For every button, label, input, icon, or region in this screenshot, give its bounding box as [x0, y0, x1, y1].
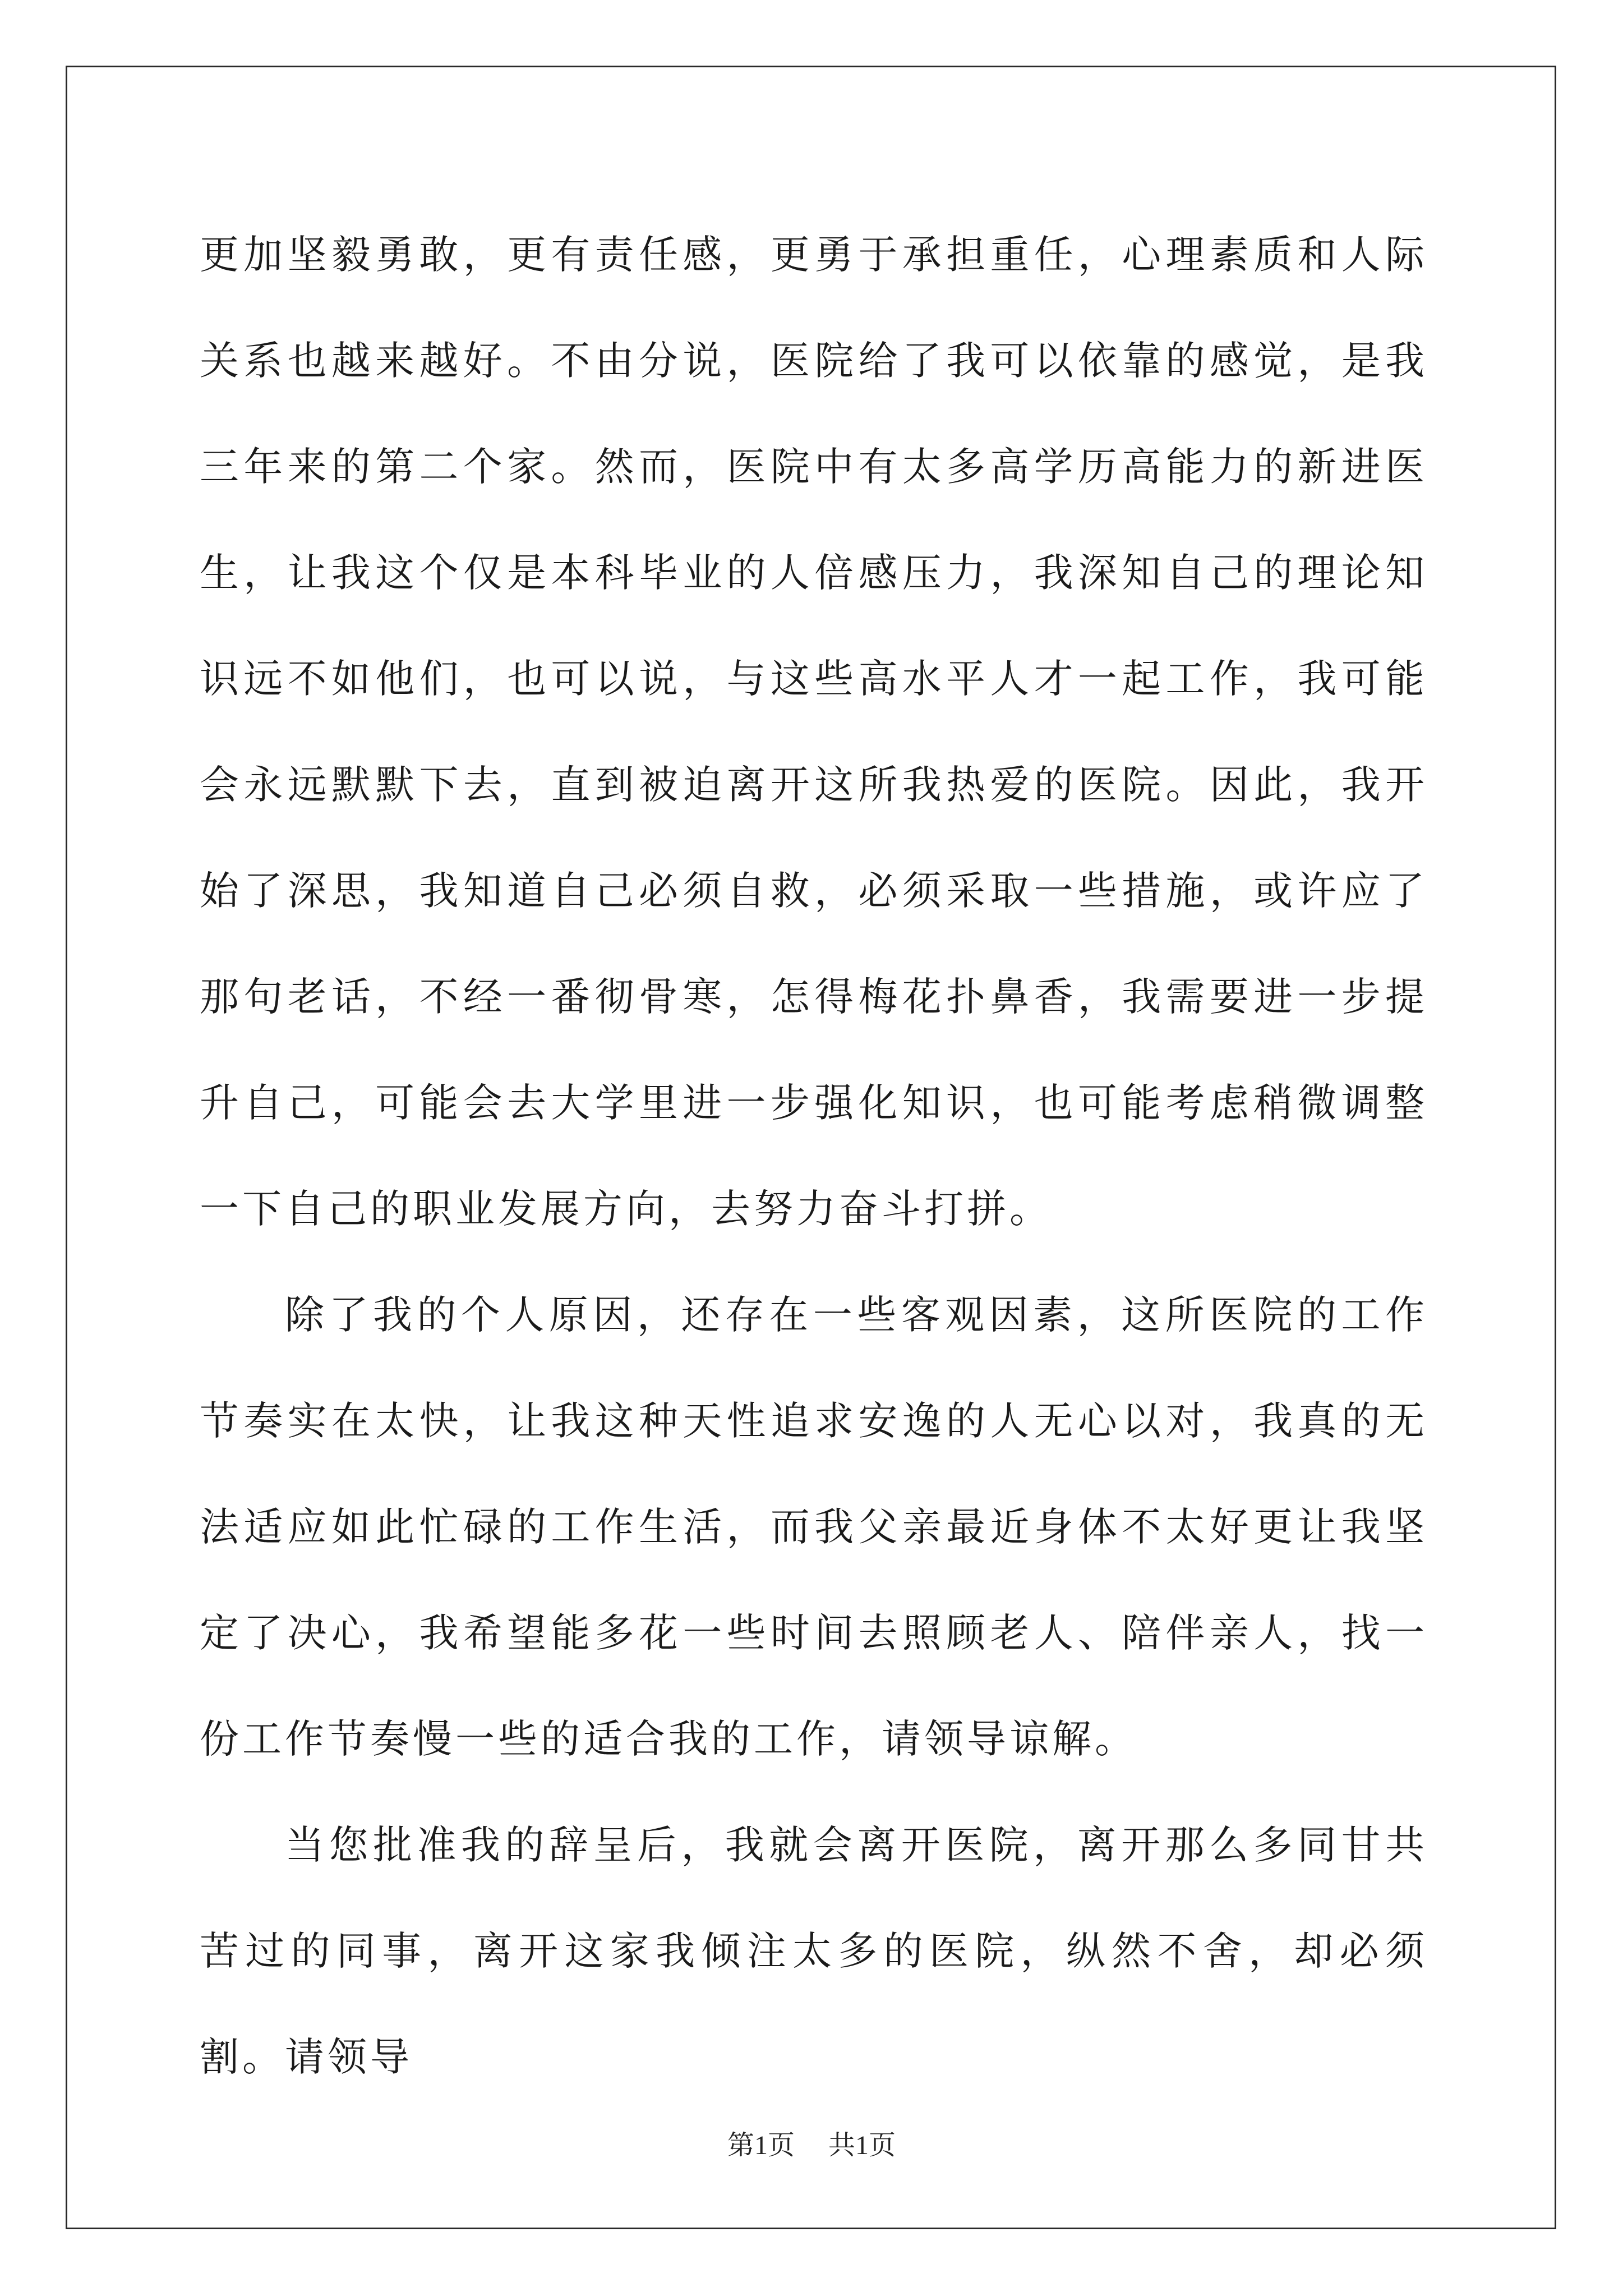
paragraph-2: 除了我的个人原因，还存在一些客观因素，这所医院的工作节奏实在太快，让我这种天性追求安逸的人无心以对，我真的无法适应如此忙碌的工作生活，而我父亲最近身体不太好更让我坚定了决心，我希望能多花一些时间去照顾老人、陪伴亲人，找一份工作节奏慢一些的适合我的工作，请领导谅解。: [200, 1292, 1428, 1762]
document-body: [200, 202, 1428, 2110]
paragraph-3: 当您批准我的辞呈后，我就会离开医院，离开那么多同甘共苦过的同事，离开这家我倾注太多的医院，纵然不舍，却必须割。请领导: [200, 1822, 1428, 2080]
page-footer: [0, 2123, 1623, 2162]
page-total: 共1页: [828, 2131, 896, 2160]
page-number: 第1页: [727, 2131, 795, 2160]
paragraph-1: 更加坚毅勇敢，更有责任感，更勇于承担重任，心理素质和人际关系也越来越好。不由分说，医院给了我可以依靠的感觉，是我三年来的第二个家。然而，医院中有太多高学历高能力的新进医生，让我这个仅是本科毕业的人倍感压力，我深知自己的理论知识远不如他们，也可以说，与这些高水平人才一起工作，我可能会永远默默下去，直到被迫离开这所我热爱的医院。因此，我开始了深思，我知道自己必须自救，必须采取一些措施，或许应了那句老话，不经一番彻骨寒，怎得梅花扑鼻香，我需要进一步提升自己，可能会去大学里进一步强化知识，也可能考虑稍微调整一下自己的职业发展方向，去努力奋斗打拼。: [200, 232, 1428, 1232]
